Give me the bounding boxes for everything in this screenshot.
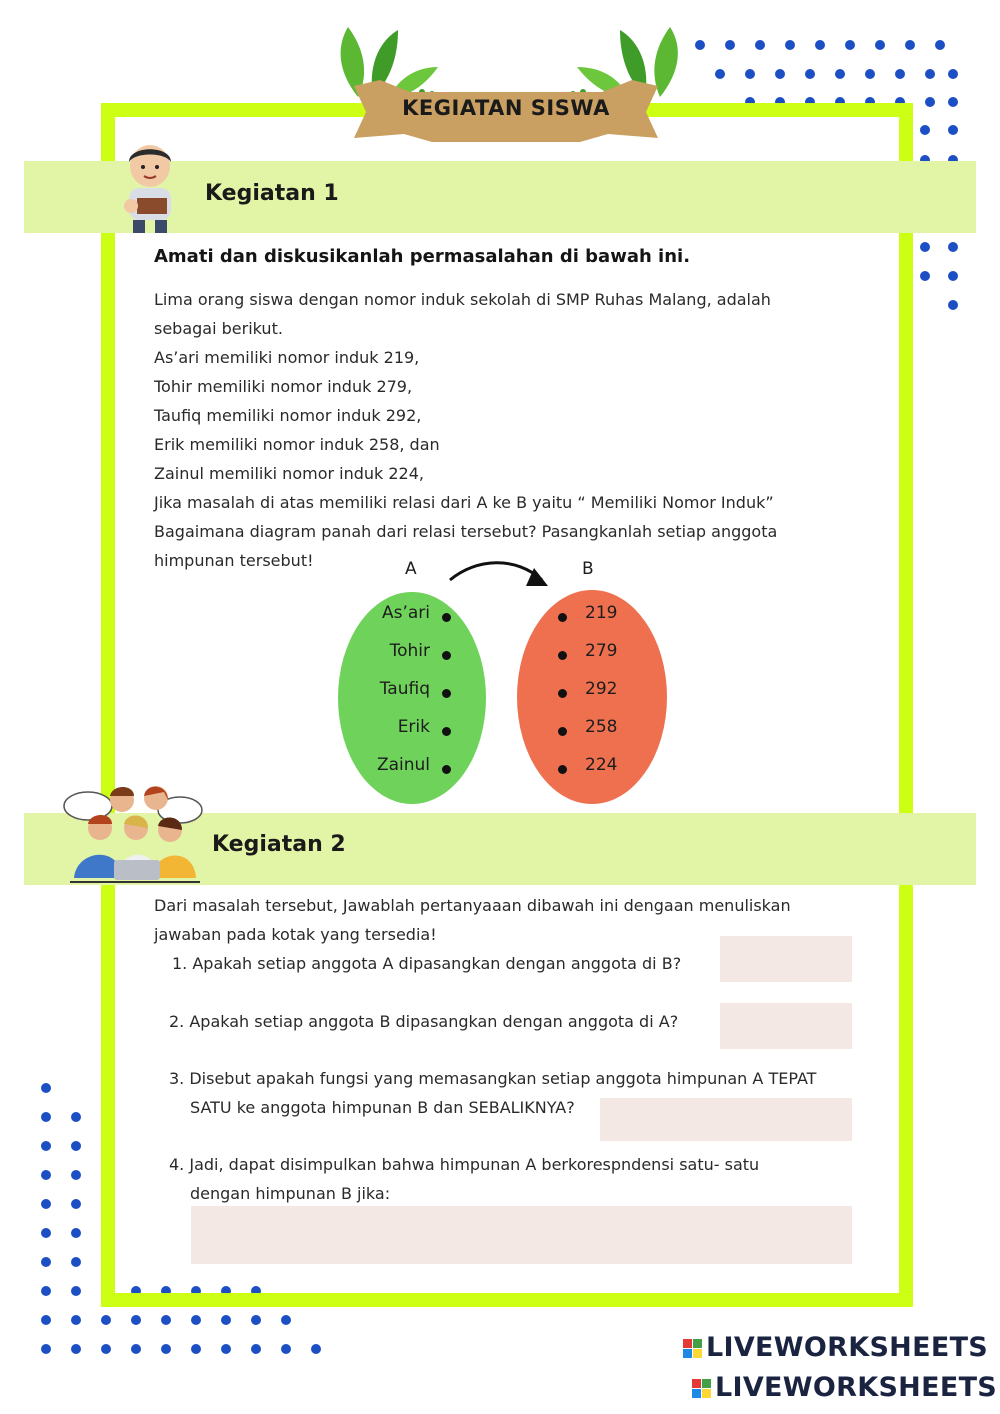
set-a-point[interactable] [442,765,451,774]
liveworksheets-logo-icon [683,1339,702,1358]
set-a-point[interactable] [442,613,451,622]
kegiatan-1-title: Kegiatan 1 [205,181,339,206]
question-text: Apakah setiap anggota B dipasangkan dengan anggota di A? [189,1012,679,1031]
students-group-icon [60,778,208,886]
problem-line: Taufiq memiliki nomor induk 292, [154,406,422,425]
question-text: Jadi, dapat disimpulkan bahwa himpunan A berkorespndensi satu- satu [189,1155,760,1174]
watermark-text: LIVEWORKSHEETS [706,1332,989,1363]
set-b-label: B [582,559,594,579]
set-a-label: A [405,559,417,579]
question-3 [169,1064,816,1093]
problem-line: Tohir memiliki nomor induk 279, [154,377,413,396]
question-text: Disebut apakah fungsi yang memasangkan setiap anggota himpunan A TEPAT [189,1069,817,1088]
problem-line: Jika masalah di atas memiliki relasi dari A ke B yaitu “ Memiliki Nomor Induk” [154,493,774,512]
set-a-point[interactable] [442,727,451,736]
page-title: KEGIATAN SISWA [402,96,610,120]
activity-1-problem-text [154,285,844,575]
question-number: 1. [172,954,188,973]
set-a-point[interactable] [442,651,451,660]
set-a-member: Erik [397,717,430,737]
instruction-line: jawaban pada kotak yang tersedia! [154,925,437,944]
set-a-member: As’ari [381,603,430,623]
problem-line: himpunan tersebut! [154,551,314,570]
set-a-point[interactable] [442,689,451,698]
problem-line: Bagaimana diagram panah dari relasi tersebut? Pasangkanlah setiap anggota [154,522,778,541]
activity-2-instruction [154,891,791,949]
answer-box-1[interactable] [720,936,852,982]
question-4 [169,1150,759,1179]
liveworksheets-logo-icon [692,1379,711,1398]
set-b-member: 219 [585,603,618,623]
set-b-member: 224 [585,755,618,775]
question-number: 4. [169,1155,185,1174]
problem-line: As’ari memiliki nomor induk 219, [154,348,420,367]
question-number: 2. [169,1012,185,1031]
question-1 [172,949,681,978]
question-2 [169,1007,678,1036]
liveworksheets-watermark [692,1372,997,1403]
instruction-line: Dari masalah tersebut, Jawablah pertanyaaan dibawah ini dengaan menuliskan [154,896,791,915]
set-b-point[interactable] [558,727,567,736]
activity-1-heading: Amati dan diskusikanlah permasalahan di bawah ini. [154,246,691,267]
watermark-text: LIVEWORKSHEETS [715,1372,998,1403]
question-number: 3. [169,1069,185,1088]
question-text: Apakah setiap anggota A dipasangkan dengan anggota di B? [192,954,682,973]
relation-arrow-icon [446,556,556,594]
set-b-point[interactable] [558,765,567,774]
set-b-member: 258 [585,717,618,737]
set-b-point[interactable] [558,689,567,698]
question-4-continued: dengan himpunan B jika: [190,1184,391,1203]
set-b-point[interactable] [558,651,567,660]
set-a-member: Tohir [389,641,430,661]
problem-line: sebagai berikut. [154,319,283,338]
answer-box-3[interactable] [600,1098,852,1141]
set-b-member: 279 [585,641,618,661]
student-reading-icon [115,140,185,235]
liveworksheets-watermark [683,1332,988,1363]
answer-box-4[interactable] [191,1206,852,1264]
problem-line: Zainul memiliki nomor induk 224, [154,464,424,483]
kegiatan-2-title: Kegiatan 2 [212,832,346,857]
set-a-member: Taufiq [379,679,430,699]
problem-line: Erik memiliki nomor induk 258, dan [154,435,440,454]
answer-box-2[interactable] [720,1003,852,1049]
problem-line: Lima orang siswa dengan nomor induk sekolah di SMP Ruhas Malang, adalah [154,290,771,309]
question-3-continued: SATU ke anggota himpunan B dan SEBALIKNYA? [190,1098,575,1117]
set-b-point[interactable] [558,613,567,622]
set-b-member: 292 [585,679,618,699]
set-a-member: Zainul [376,755,430,775]
